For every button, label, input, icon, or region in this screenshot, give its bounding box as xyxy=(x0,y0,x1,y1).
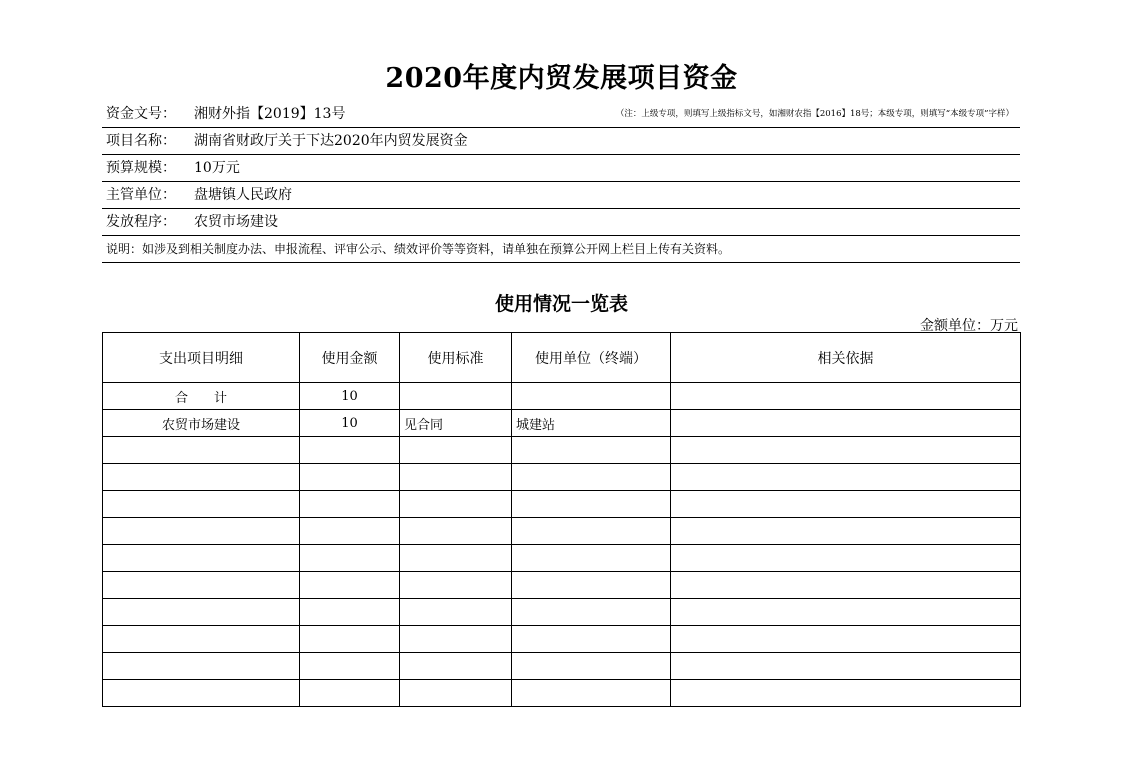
cell-amount: 10 xyxy=(300,410,400,437)
cell-user-unit xyxy=(512,626,671,653)
cell-basis xyxy=(671,680,1021,707)
cell-expense-item: 合 计 xyxy=(103,383,300,410)
budget-value: 10万元 xyxy=(194,160,240,176)
procedure-value: 农贸市场建设 xyxy=(194,214,278,230)
project-name-label: 项目名称： xyxy=(106,133,176,149)
info-row-authority xyxy=(102,182,1020,209)
cell-amount xyxy=(300,491,400,518)
cell-amount xyxy=(300,653,400,680)
cell-amount xyxy=(300,626,400,653)
cell-expense-item xyxy=(103,626,300,653)
authority-value: 盘塘镇人民政府 xyxy=(194,187,292,203)
cell-amount xyxy=(300,680,400,707)
doc-number-label: 资金文号： xyxy=(106,106,176,122)
cell-standard xyxy=(400,626,512,653)
cell-user-unit xyxy=(512,599,671,626)
header-expense-item: 支出项目明细 xyxy=(103,333,300,383)
cell-basis xyxy=(671,383,1021,410)
cell-expense-item xyxy=(103,653,300,680)
budget-label: 预算规模： xyxy=(106,160,176,176)
cell-basis xyxy=(671,410,1021,437)
table-row xyxy=(103,626,1021,653)
info-row-doc-number xyxy=(102,101,1020,128)
table-row xyxy=(103,437,1021,464)
cell-user-unit xyxy=(512,518,671,545)
table-row xyxy=(103,464,1021,491)
info-row-project-name xyxy=(102,128,1020,155)
cell-standard xyxy=(400,383,512,410)
cell-expense-item xyxy=(103,518,300,545)
cell-amount xyxy=(300,437,400,464)
info-row-description xyxy=(102,236,1020,263)
table-row xyxy=(103,410,1021,437)
cell-basis xyxy=(671,518,1021,545)
procedure-label: 发放程序： xyxy=(106,214,176,230)
cell-standard xyxy=(400,518,512,545)
cell-expense-item xyxy=(103,491,300,518)
cell-amount xyxy=(300,518,400,545)
cell-amount xyxy=(300,599,400,626)
cell-user-unit xyxy=(512,437,671,464)
cell-expense-item xyxy=(103,572,300,599)
cell-user-unit xyxy=(512,491,671,518)
cell-user-unit: 城建站 xyxy=(512,410,671,437)
cell-basis xyxy=(671,599,1021,626)
cell-amount xyxy=(300,464,400,491)
cell-standard xyxy=(400,464,512,491)
cell-expense-item xyxy=(103,464,300,491)
usage-table xyxy=(102,332,1021,707)
authority-label: 主管单位： xyxy=(106,187,176,203)
cell-basis xyxy=(671,545,1021,572)
amount-unit-label: 金额单位：万元 xyxy=(920,318,1018,334)
cell-expense-item xyxy=(103,599,300,626)
header-standard: 使用标准 xyxy=(400,333,512,383)
cell-expense-item xyxy=(103,437,300,464)
cell-basis xyxy=(671,464,1021,491)
info-row-procedure xyxy=(102,209,1020,236)
table-row xyxy=(103,545,1021,572)
header-amount: 使用金额 xyxy=(300,333,400,383)
cell-standard xyxy=(400,491,512,518)
cell-user-unit xyxy=(512,545,671,572)
cell-standard: 见合同 xyxy=(400,410,512,437)
doc-number-note: （注：上级专项，则填写上级指标文号，如湘财农指【2016】18号；本级专项，则填写“本级专项”字样） xyxy=(615,109,1014,119)
cell-standard xyxy=(400,437,512,464)
cell-standard xyxy=(400,545,512,572)
cell-basis xyxy=(671,437,1021,464)
table-row xyxy=(103,572,1021,599)
cell-expense-item xyxy=(103,680,300,707)
cell-amount xyxy=(300,545,400,572)
cell-user-unit xyxy=(512,680,671,707)
doc-number-value: 湘财外指【2019】13号 xyxy=(194,106,346,122)
table-row xyxy=(103,599,1021,626)
table-row xyxy=(103,491,1021,518)
cell-amount xyxy=(300,572,400,599)
cell-user-unit xyxy=(512,572,671,599)
info-block xyxy=(102,101,1020,263)
table-row xyxy=(103,383,1021,410)
cell-basis xyxy=(671,491,1021,518)
project-name-value: 湖南省财政厅关于下达2020年内贸发展资金 xyxy=(194,133,468,149)
cell-expense-item: 农贸市场建设 xyxy=(103,410,300,437)
table-row xyxy=(103,653,1021,680)
usage-table-header-row xyxy=(103,333,1021,383)
description-text: 说明：如涉及到相关制度办法、申报流程、评审公示、绩效评价等等资料，请单独在预算公开网上栏目上传有关资料。 xyxy=(106,242,731,256)
cell-amount: 10 xyxy=(300,383,400,410)
cell-user-unit xyxy=(512,464,671,491)
document-title: 2020年度内贸发展项目资金 xyxy=(385,63,738,94)
table-row xyxy=(103,680,1021,707)
cell-standard xyxy=(400,680,512,707)
cell-basis xyxy=(671,653,1021,680)
cell-standard xyxy=(400,599,512,626)
table-row xyxy=(103,518,1021,545)
cell-basis xyxy=(671,572,1021,599)
cell-user-unit xyxy=(512,653,671,680)
usage-table-title: 使用情况一览表 xyxy=(494,293,628,315)
cell-basis xyxy=(671,626,1021,653)
info-row-budget xyxy=(102,155,1020,182)
header-basis: 相关依据 xyxy=(671,333,1021,383)
header-user-unit: 使用单位（终端） xyxy=(512,333,671,383)
cell-standard xyxy=(400,572,512,599)
cell-expense-item xyxy=(103,545,300,572)
cell-user-unit xyxy=(512,383,671,410)
cell-standard xyxy=(400,653,512,680)
